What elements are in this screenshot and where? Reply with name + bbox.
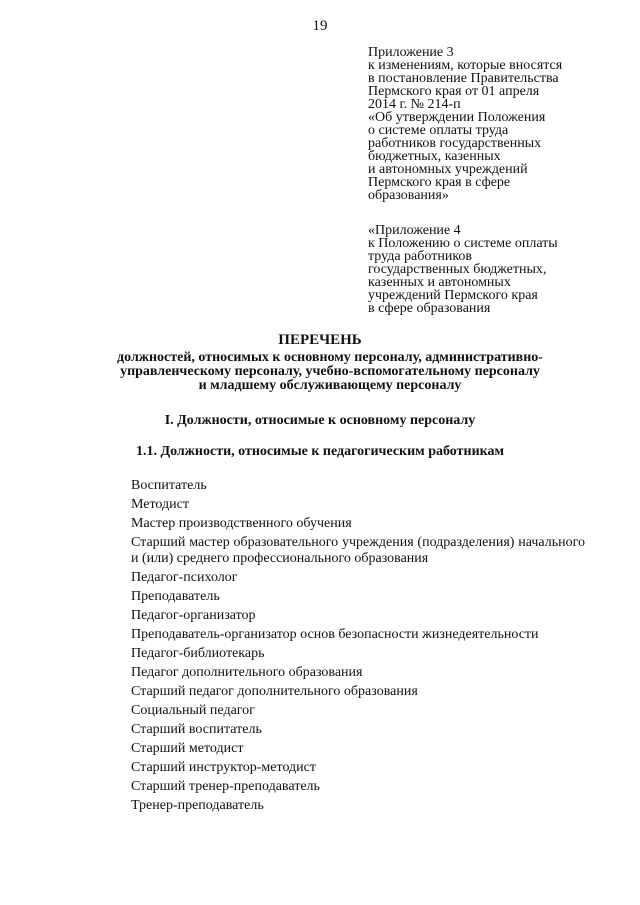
subtitle-line: и младшему обслуживающему персоналу [198, 378, 462, 393]
section-heading-1-1: 1.1. Должности, относимые к педагогическим работникам [135, 444, 505, 459]
position-item: Старший педагог дополнительного образования [131, 684, 418, 699]
position-item: Воспитатель [131, 478, 207, 493]
appendix-3-line: Пермского края от 01 апреля [368, 84, 540, 99]
appendix-3-line: 2014 г. № 214-п [368, 97, 461, 112]
position-item: Преподаватель [131, 589, 220, 604]
position-item: Мастер производственного обучения [131, 516, 352, 531]
appendix-3-line: образования» [368, 188, 449, 203]
position-item: Старший мастер образовательного учреждения (подразделения) начального и (или) среднего профессионального образования [131, 535, 585, 566]
appendix-3-line: о системе оплаты труда [368, 123, 509, 138]
position-item: Социальный педагог [131, 703, 255, 718]
document-subtitle [90, 351, 570, 393]
position-item: Старший инструктор-методист [131, 760, 316, 775]
positions-list [91, 478, 585, 817]
appendix-4-line: учреждений Пермского края [368, 288, 538, 303]
position-item: Старший тренер-преподаватель [131, 779, 320, 794]
position-item: Педагог-организатор [131, 608, 256, 623]
subtitle-line: должностей, относимых к основному персоналу, административно- [117, 350, 543, 365]
appendix-4-line: в сфере образования [368, 301, 491, 316]
position-item: Педагог-библиотекарь [131, 646, 265, 661]
appendix-3-line: Приложение 3 [368, 45, 454, 60]
appendix-3-line: Пермского края в сфере [368, 175, 511, 190]
appendix-4-header [368, 224, 618, 315]
page-number: 19 [312, 18, 328, 34]
appendix-4-line: к Положению о системе оплаты [368, 236, 558, 251]
position-item: Педагог дополнительного образования [131, 665, 363, 680]
appendix-3-line: бюджетных, казенных [368, 149, 501, 164]
position-item: Тренер-преподаватель [131, 798, 264, 813]
appendix-4-line: труда работников [368, 249, 473, 264]
section-heading-1: I. Должности, относимые к основному персоналу [164, 413, 476, 428]
appendix-3-line: работников государственных [368, 136, 542, 151]
position-item: Методист [131, 497, 189, 512]
appendix-4-line: «Приложение 4 [368, 223, 461, 238]
appendix-3-line: к изменениям, которые вносятся [368, 58, 563, 73]
position-item: Старший воспитатель [131, 722, 262, 737]
appendix-3-line: «Об утверждении Положения [368, 110, 546, 125]
appendix-4-line: казенных и автономных [368, 275, 511, 290]
appendix-3-line: в постановление Правительства [368, 71, 559, 86]
appendix-4-line: государственных бюджетных, [368, 262, 547, 277]
subtitle-line: управленческому персоналу, учебно-вспомогательному персоналу [120, 364, 540, 379]
position-item: Старший методист [131, 741, 244, 756]
appendix-3-line: и автономных учреждений [368, 162, 528, 177]
appendix-3-header [368, 46, 618, 202]
document-title: ПЕРЕЧЕНЬ [278, 332, 362, 348]
position-item: Педагог-психолог [131, 570, 238, 585]
position-item: Преподаватель-организатор основ безопасности жизнедеятельности [131, 627, 539, 642]
